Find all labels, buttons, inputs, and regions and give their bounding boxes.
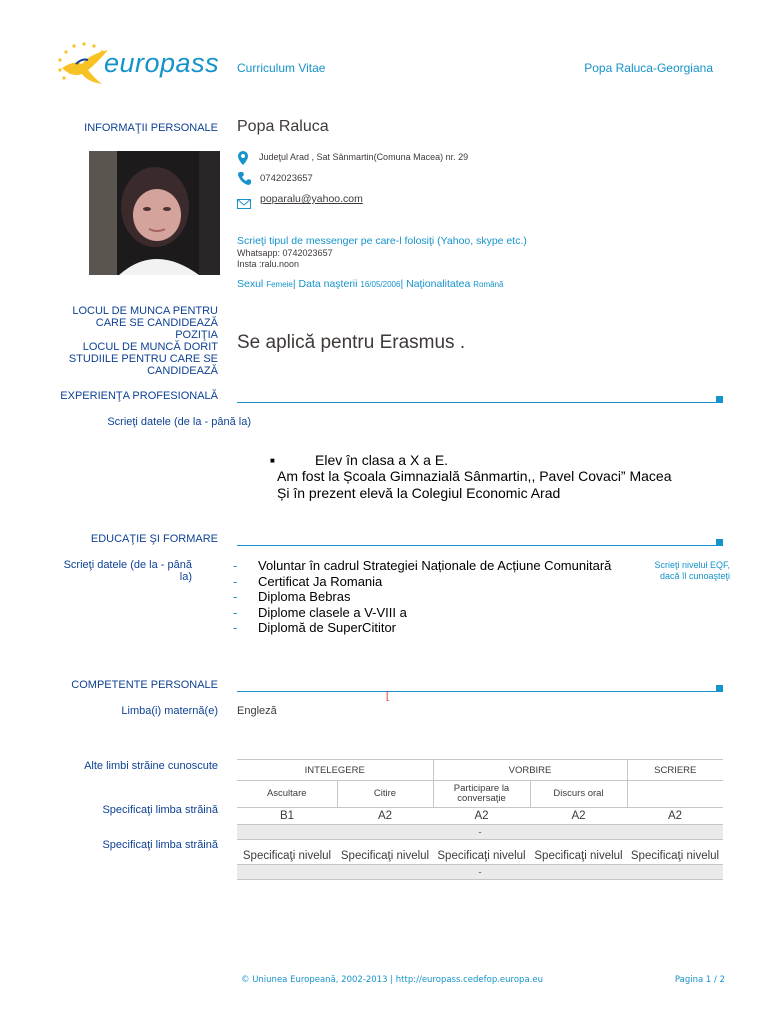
insta-text: Insta :ralu.noon [237,259,300,269]
phone-icon [237,171,251,190]
language-table [237,759,723,880]
target-value: Se aplică pentru Erasmus . [237,332,466,353]
target-label-desired: LOCUL DE MUNCĂ DORIT [82,341,218,353]
list-item: - Certificat Ja Romania [237,574,637,590]
level-cell: Specificaţi nivelul [530,848,627,865]
logo-text: europass [104,48,220,78]
level-cell: A2 [433,808,530,825]
level-cell: Specificaţi nivelul [627,848,723,865]
table-row [237,848,723,865]
sex-label: Sexul [237,278,264,290]
header-understanding: INTELEGERE [237,760,433,781]
dob-value: 16/05/2006 [360,280,401,289]
header-writing: SCRIERE [627,760,723,781]
table-row [237,808,723,825]
level-cell: A2 [337,808,433,825]
level-cell: Specificaţi nivelul [433,848,530,865]
address-text: Judeţul Arad , Sat Sânmartin(Comuna Macea) nr. 29 [259,152,469,162]
note-cell: - [237,865,723,880]
nationality-label: Naţionalitatea [406,278,471,290]
experience-line-2: Am fost la Școala Gimnazială Sânmartin,, Pavel Covaci” Macea [277,468,672,484]
subheader-oral: Discurs oral [530,781,627,808]
email-link[interactable]: poparalu@yahoo.com [260,193,363,205]
mother-tongue-value: Engleză [237,705,277,717]
level-cell: A2 [627,808,723,825]
level-cell: Specificaţi nivelul [337,848,433,865]
level-cell: B1 [237,808,337,825]
experience-bullet: ■ [270,456,275,465]
messenger-hint: Scrieţi tipul de messenger pe care-l folosiţi (Yahoo, skype etc.) [237,235,527,247]
section-divider [237,402,719,403]
experience-dates-hint: Scrieţi datele (de la - până la) [107,416,251,428]
level-cell: A2 [530,808,627,825]
section-personal-info: INFORMAŢII PERSONALE [84,122,218,134]
dob-label: Data naşterii [298,278,358,290]
list-item: - Voluntar în cadrul Strategiei Naționale de Acțiune Comunitară [237,558,637,574]
table-subheader-row [237,781,723,808]
separator: | [400,278,407,290]
separator: | [292,278,299,290]
section-competences: COMPETENTE PERSONALE [71,679,218,691]
target-label-position: POZIŢIA [175,329,218,341]
section-divider [237,691,719,692]
table-spacer [237,840,723,849]
section-experience: EXPERIENŢA PROFESIONALĂ [60,390,218,402]
sex-value: Femeie [266,280,293,289]
table-note-row [237,825,723,840]
education-list [237,558,637,636]
footer-page-number: Pagina 1 / 2 [674,975,725,985]
target-labels [58,305,218,377]
profile-photo [89,151,220,275]
list-item: - Diplomă de SuperCititor [237,620,637,636]
location-icon [238,151,248,170]
header-speaking: VORBIRE [433,760,627,781]
target-label-studies: STUDIILE PENTRU CARE SE CANDIDEAZĂ [68,353,218,377]
whatsapp-text: Whatsapp: 0742023657 [237,248,333,258]
list-item: - Diploma Bebras [237,589,637,605]
doc-title: Curriculum Vitae [237,61,326,75]
list-item: - Diplome clasele a V-VIII a [237,605,637,621]
footer-copyright: © Uniunea Europeană, 2002-2013 | http://europass.cedefop.europa.eu [241,975,543,985]
experience-line-1: Elev în clasa a X a E. [315,452,449,468]
table-note-row [237,865,723,880]
europass-logo [52,38,222,90]
personal-details-line [237,278,504,290]
section-marker [716,685,723,692]
header-name: Popa Raluca-Georgiana [584,61,713,75]
stray-mark: [ [386,691,389,702]
email-icon [237,196,251,214]
experience-line-3: Și în prezent elevă la Colegiul Economic Arad [277,485,561,501]
language-row-label: Specificaţi limba străină [102,839,218,851]
person-name: Popa Raluca [237,118,329,135]
section-divider [237,545,719,546]
target-label-job: LOCUL DE MUNCA PENTRU CARE SE CANDIDEAZĂ [72,305,218,329]
subheader-conversation: Participare la conversaţie [433,781,530,808]
note-cell: - [237,825,723,840]
subheader-listening: Ascultare [237,781,337,808]
table-header-row [237,760,723,781]
section-education: EDUCAŢIE ŞI FORMARE [90,533,218,545]
subheader-writing [627,781,723,808]
other-languages-label: Alte limbi străine cunoscute [84,760,218,772]
mother-tongue-label: Limba(i) maternă(e) [121,705,218,717]
section-marker [716,539,723,546]
person-photo-icon [89,151,220,275]
language-row-label: Specificaţi limba străină [102,804,218,816]
subheader-reading: Citire [337,781,433,808]
education-dates-hint: Scrieţi datele (de la - până la) [63,559,192,583]
eqf-hint: Scrieţi nivelul EQF, dacă îl cunoaşteţi [654,560,730,581]
nationality-value: Română [473,280,504,289]
phone-text: 0742023657 [260,173,313,184]
level-cell: Specificaţi nivelul [237,848,337,865]
section-marker [716,396,723,403]
